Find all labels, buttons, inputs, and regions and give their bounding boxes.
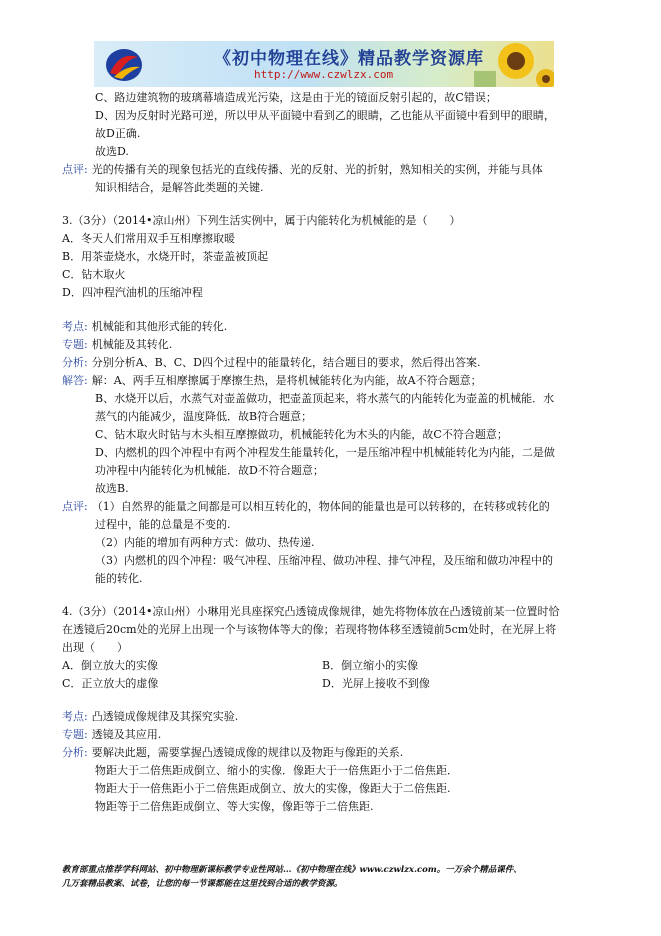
line-text: 解：A、两手互相摩擦属于摩擦生热，是将机械能转化为内能，故A不符合题意； [91, 374, 482, 387]
text-line: D．光屏上接收不到像 [322, 677, 430, 690]
text-line: 物距等于二倍焦距成倒立、等大实像，像距等于二倍焦距. [95, 800, 374, 813]
text-line: B．倒立缩小的实像 [322, 659, 419, 672]
text-line [62, 162, 543, 177]
line-text: 光的传播有关的现象包括光的直线传播、光的反射、光的折射，熟知相关的实例，并能与具体 [91, 163, 543, 176]
text-line: 故选B. [95, 482, 129, 495]
line-text: 机械能和其他形式能的转化. [91, 320, 228, 333]
text-line: C、钻木取火时钻与木头相互摩擦做功，机械能转化为木头的内能，故C不符合题意； [95, 428, 508, 441]
text-line: A．冬天人们常用双手互相摩擦取暖 [62, 232, 235, 245]
section-tag: 分析: [62, 356, 88, 369]
section-tag: 点评: [62, 500, 88, 513]
text-line: C．钻木取火 [62, 268, 126, 281]
text-line: 4.（3分）（2014•凉山州）小琳用光具座探究凸透镜成像规律，她先将物体放在凸透镜前某一位置时恰 [62, 605, 560, 618]
text-line: B．用茶壶烧水，水烧开时，茶壶盖被顶起 [62, 250, 269, 263]
banner-url[interactable]: http://www.czwlzx.com [254, 68, 394, 81]
text-line: 知识相结合，是解答此类题的关键. [95, 181, 264, 194]
text-line: 功冲程中内能转化为机械能．故D不符合题意； [95, 464, 324, 477]
text-line: 过程中，能的总量是不变的. [95, 518, 231, 531]
line-text: 分别分析A、B、C、D四个过程中的能量转化，结合题目的要求，然后得出答案. [91, 356, 481, 369]
text-line [62, 319, 227, 334]
section-tag: 专题: [62, 338, 88, 351]
section-tag: 分析: [62, 746, 88, 759]
text-line [62, 355, 480, 370]
footer-line-1: 教育部重点推荐学科网站、初中物理新课标教学专业性网站…《初中物理在线》www.czwlzx.com。一万余个精品课件、 [62, 865, 522, 875]
text-line: 物距大于二倍焦距成倒立、缩小的实像．像距大于一倍焦距小于二倍焦距． [95, 764, 458, 777]
section-tag: 考点: [62, 710, 88, 723]
text-line: 物距大于一倍焦距小于二倍焦距成倒立、放大的实像，像距大于二倍焦距. [95, 782, 451, 795]
text-line: 3.（3分）（2014•凉山州）下列生活实例中，属于内能转化为机械能的是（ ） [62, 214, 461, 227]
text-line: 在透镜后20cm处的光屏上出现一个与该物体等大的像；若现将物体移至透镜前5cm处时，在光屏上将 [62, 623, 557, 636]
line-text: 透镜及其应用. [91, 728, 162, 741]
text-line: D．四冲程汽油机的压缩冲程 [62, 286, 203, 299]
text-line [62, 337, 172, 352]
text-line: C、路边建筑物的玻璃幕墙造成光污染，这是由于光的镜面反射引起的，故C错误； [95, 91, 497, 104]
section-tag: 解答: [62, 374, 88, 387]
logo-icon [104, 45, 144, 83]
text-line: C．正立放大的虚像 [62, 677, 159, 690]
header-banner [94, 41, 554, 87]
section-tag: 点评: [62, 163, 88, 176]
text-line: 故选D. [95, 145, 129, 158]
text-line: （3）内燃机的四个冲程：吸气冲程、压缩冲程、做功冲程、排气冲程，及压缩和做功冲程中的 [95, 554, 553, 567]
text-line: D、因为反射时光路可逆，所以甲从平面镜中看到乙的眼睛，乙也能从平面镜中看到甲的眼睛， [95, 109, 555, 122]
section-tag: 专题: [62, 728, 88, 741]
line-text: 要解决此题，需要掌握凸透镜成像的规律以及物距与像距的关系. [91, 746, 404, 759]
text-line [62, 745, 403, 760]
text-line: 能的转化. [95, 572, 143, 585]
text-line: （2）内能的增加有两种方式：做功、热传递. [95, 536, 315, 549]
text-line: 故D正确. [95, 127, 141, 140]
text-line: A．倒立放大的实像 [62, 659, 158, 672]
banner-title: 《初中物理在线》精品教学资源库 [214, 49, 484, 69]
text-line: 出现（ ） [62, 641, 128, 654]
text-line [62, 709, 238, 724]
text-line [62, 727, 161, 742]
section-tag: 考点: [62, 320, 88, 333]
text-line: B、水烧开以后，水蒸气对壶盖做功，把壶盖顶起来，将水蒸气的内能转化为壶盖的机械能．水 [95, 392, 555, 405]
text-line [62, 373, 482, 388]
line-text: （1）自然界的能量之间都是可以相互转化的，物体间的能量也是可以转移的，在转移或转化的 [91, 500, 550, 513]
text-line: 蒸气的内能减少，温度降低．故B符合题意； [95, 410, 313, 423]
text-line: D、内燃机的四个冲程中有两个冲程发生能量转化，一是压缩冲程中机械能转化为内能，二是做 [95, 446, 555, 459]
footer-line-2: 几万套精品教案、试卷，让您的每一节课都能在这里找到合适的教学资源。 [62, 879, 343, 889]
line-text: 机械能及其转化. [91, 338, 173, 351]
text-line [62, 499, 550, 514]
sunflower-icon [474, 41, 554, 87]
line-text: 凸透镜成像规律及其探究实验. [91, 710, 239, 723]
